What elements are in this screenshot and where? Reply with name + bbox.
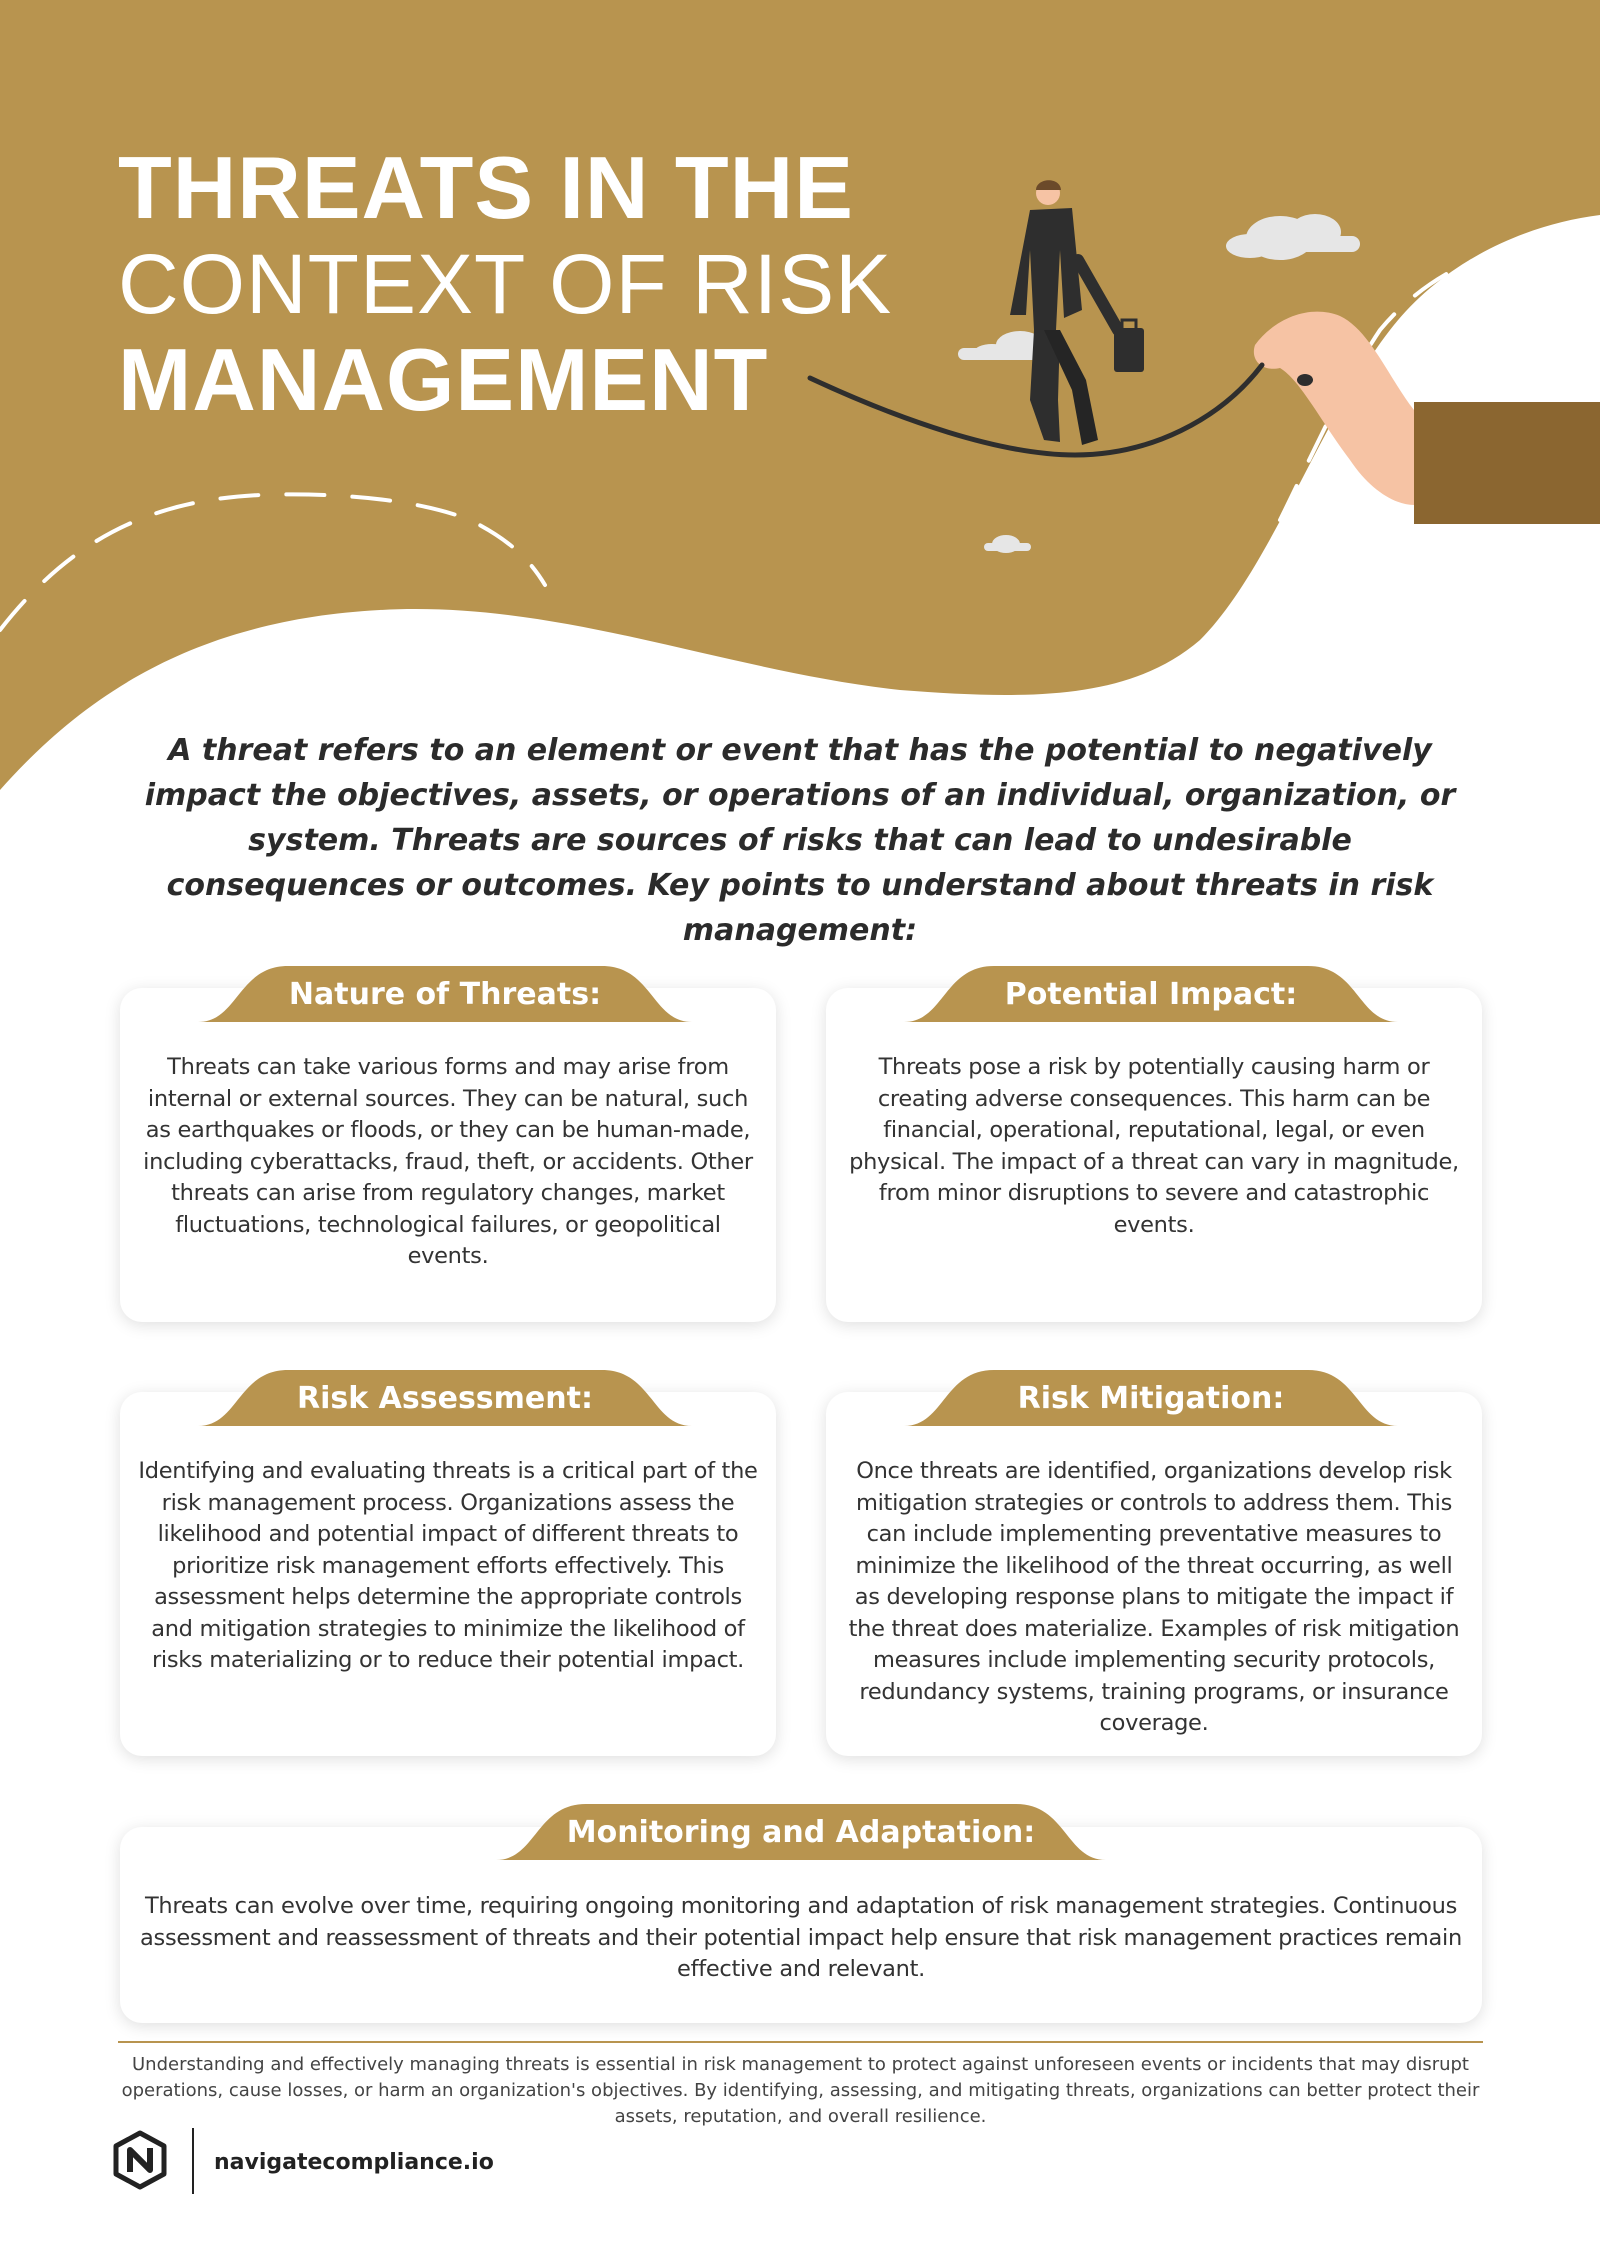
intro-paragraph: A threat refers to an element or event that has the potential to negatively impact the objectives, assets, or operations of an individual, organization, or system. Threats are sources of risks that can lead to undesirable consequences or outcomes. Key points to understand about threats in risk management: bbox=[144, 733, 1456, 948]
navigate-compliance-logo-icon bbox=[112, 2130, 168, 2190]
title-line-3: MANAGEMENT bbox=[118, 330, 769, 429]
card-title-pill bbox=[904, 1370, 1398, 1426]
card-title-pill bbox=[496, 1804, 1106, 1860]
footer-domain: navigatecompliance.io bbox=[214, 2150, 494, 2175]
card-body: Identifying and evaluating threats is a critical part of the risk management process. Organizations assess the likelihood and potential impact of different threats to prioritize risk management efforts effectively. This assessment helps determine the appropriate controls and mitigation strategies to minimize the likelihood of risks materializing or to reduce their potential impact. bbox=[138, 1458, 758, 1673]
title-line-2: CONTEXT OF RISK bbox=[118, 237, 893, 331]
card-body: Threats can take various forms and may arise from internal or external sources. They can be natural, such as earthquakes or floods, or they can be human-made, including cyberattacks, fraud, theft, or accidents. Other threats can arise from regulatory changes, market fluctuations, technological failures, or geopolitical events. bbox=[143, 1054, 753, 1269]
card-title: Nature of Threats: bbox=[288, 976, 602, 1012]
card-title-pill bbox=[198, 966, 692, 1022]
footer-divider bbox=[118, 2041, 1483, 2043]
card-body: Threats pose a risk by potentially causing harm or creating adverse consequences. This harm can be financial, operational, reputational, legal, or even physical. The impact of a threat can vary in magnitude, from minor disruptions to severe and catastrophic events. bbox=[849, 1054, 1459, 1238]
card-risk-assessment bbox=[120, 1392, 776, 1756]
page-title bbox=[118, 140, 892, 428]
card-body: Threats can evolve over time, requiring ongoing monitoring and adaptation of risk management strategies. Continuous assessment and reassessment of threats and their potential impact help ensure that risk management practices remain effective and relevant. bbox=[140, 1893, 1462, 1982]
card-potential-impact bbox=[826, 988, 1482, 1322]
card-title: Potential Impact: bbox=[1004, 976, 1298, 1012]
card-risk-mitigation bbox=[826, 1392, 1482, 1756]
sleeve bbox=[1414, 402, 1600, 524]
card-title: Risk Assessment: bbox=[297, 1380, 593, 1416]
card-title: Risk Mitigation: bbox=[1017, 1380, 1285, 1416]
card-body: Once threats are identified, organizations develop risk mitigation strategies or controls to address them. This can include implementing preventative measures to minimize the likelihood of the threat occurring, as well as developing response plans to mitigate the impact if the threat does materialize. Examples of risk mitigation measures include implementing security protocols, redundancy systems, training programs, or insurance coverage. bbox=[848, 1458, 1460, 1736]
card-title-pill bbox=[904, 966, 1398, 1022]
card-nature-of-threats bbox=[120, 988, 776, 1322]
card-title-pill bbox=[198, 1370, 692, 1426]
logo-divider bbox=[192, 2128, 194, 2194]
closing-paragraph: Understanding and effectively managing threats is essential in risk management to protect against unforeseen events or incidents that may disrupt operations, cause losses, or harm an organization's objectives. By identifying, assessing, and mitigating threats, organizations can better protect their assets, reputation, and overall resilience. bbox=[121, 2054, 1480, 2127]
card-title: Monitoring and Adaptation: bbox=[566, 1814, 1036, 1850]
title-line-1: THREATS IN THE bbox=[118, 138, 854, 237]
